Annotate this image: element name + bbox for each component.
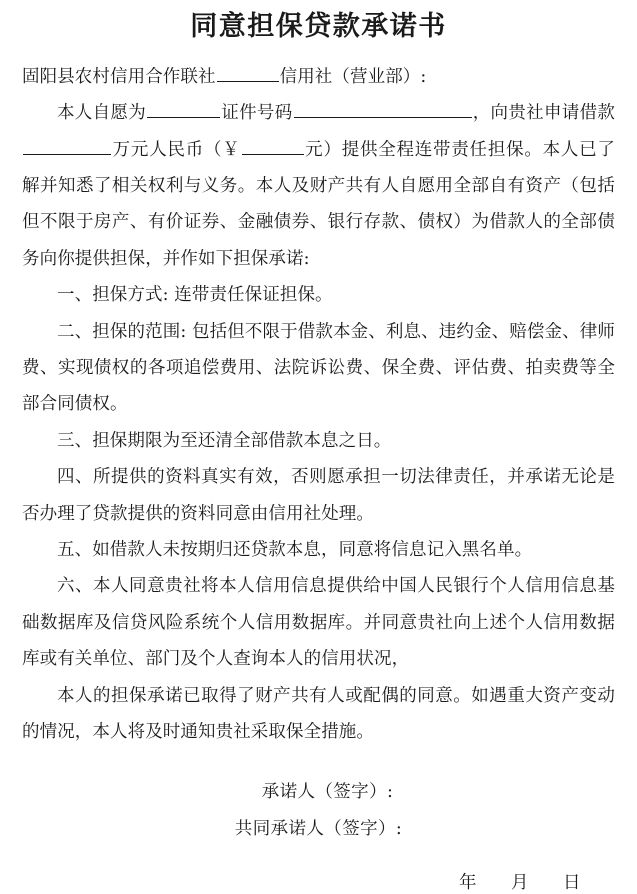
date-year-label[interactable]: 年	[459, 873, 477, 894]
date-month-label[interactable]: 月	[511, 873, 529, 894]
document-page	[0, 11, 637, 894]
opening-segment-1: 本人自愿为	[57, 103, 147, 124]
opening-segment-2: 证件号码	[221, 103, 293, 124]
guarantor-name-blank[interactable]	[147, 99, 220, 118]
opening-segment-3: ，向贵社申请借款	[472, 103, 615, 124]
date-line	[22, 869, 615, 894]
recipient-line	[22, 59, 615, 95]
closing-paragraph: 本人的担保承诺已取得了财产共有人或配偶的同意。如遇重大资产变动的情况，本人将及时通知贵社采取保全措施。	[22, 685, 615, 742]
clause-item-4: 四、所提供的资料真实有效，否则愿承担一切法律责任，并承诺无论是否办理了贷款提供的资料同意由信用社处理。	[22, 467, 615, 524]
document-body	[22, 59, 615, 751]
signature-block	[22, 774, 615, 847]
loan-amount-yuan-blank[interactable]	[242, 135, 304, 154]
opening-segment-5: 元）提供全程连带责任担保。本人已了解并知悉了相关权利与义务。本人及财产共有人自愿用全部自有资产（包括但不限于房产、有价证券、金融债券、银行存款、债权）为借款人的全部债务向你提供担保，并作如下担保承诺:	[22, 139, 615, 269]
recipient-branch-blank[interactable]	[217, 62, 279, 81]
opening-paragraph	[22, 95, 615, 277]
clause-item-6: 六、本人同意贵社将本人信用信息提供给中国人民银行个人信用信息基础数据库及信贷风险系统个人信用数据库。并同意贵社向上述个人信用数据库或有关单位、部门及个人查询本人的信用状况，	[22, 576, 615, 670]
id-number-blank[interactable]	[294, 99, 472, 118]
page-title: 同意担保贷款承诺书	[190, 11, 447, 42]
date-day-label[interactable]: 日	[563, 873, 581, 894]
clause-item-5: 五、如借款人未按期归还贷款本息，同意将信息记入黑名单。	[57, 539, 533, 560]
clause-item-2: 二、担保的范围: 包括但不限于借款本金、利息、违约金、赔偿金、律师费、实现债权的各项追偿费用、法院诉讼费、保全费、评估费、拍卖费等全部合同债权。	[22, 321, 615, 415]
promisor-signature-line[interactable]: 承诺人（签字）:	[261, 782, 394, 803]
clause-item-3: 三、担保期限为至还清全部借款本息之日。	[57, 430, 392, 451]
recipient-prefix: 固阳县农村信用合作联社	[22, 66, 216, 87]
co-promisor-signature-line[interactable]: 共同承诺人（签字）:	[234, 818, 403, 839]
recipient-suffix: 信用社（营业部）:	[279, 66, 427, 87]
clause-item-1: 一、担保方式: 连带责任保证担保。	[57, 285, 333, 306]
opening-segment-4: 万元人民币（￥	[112, 139, 241, 160]
loan-amount-wan-blank[interactable]	[23, 135, 111, 154]
